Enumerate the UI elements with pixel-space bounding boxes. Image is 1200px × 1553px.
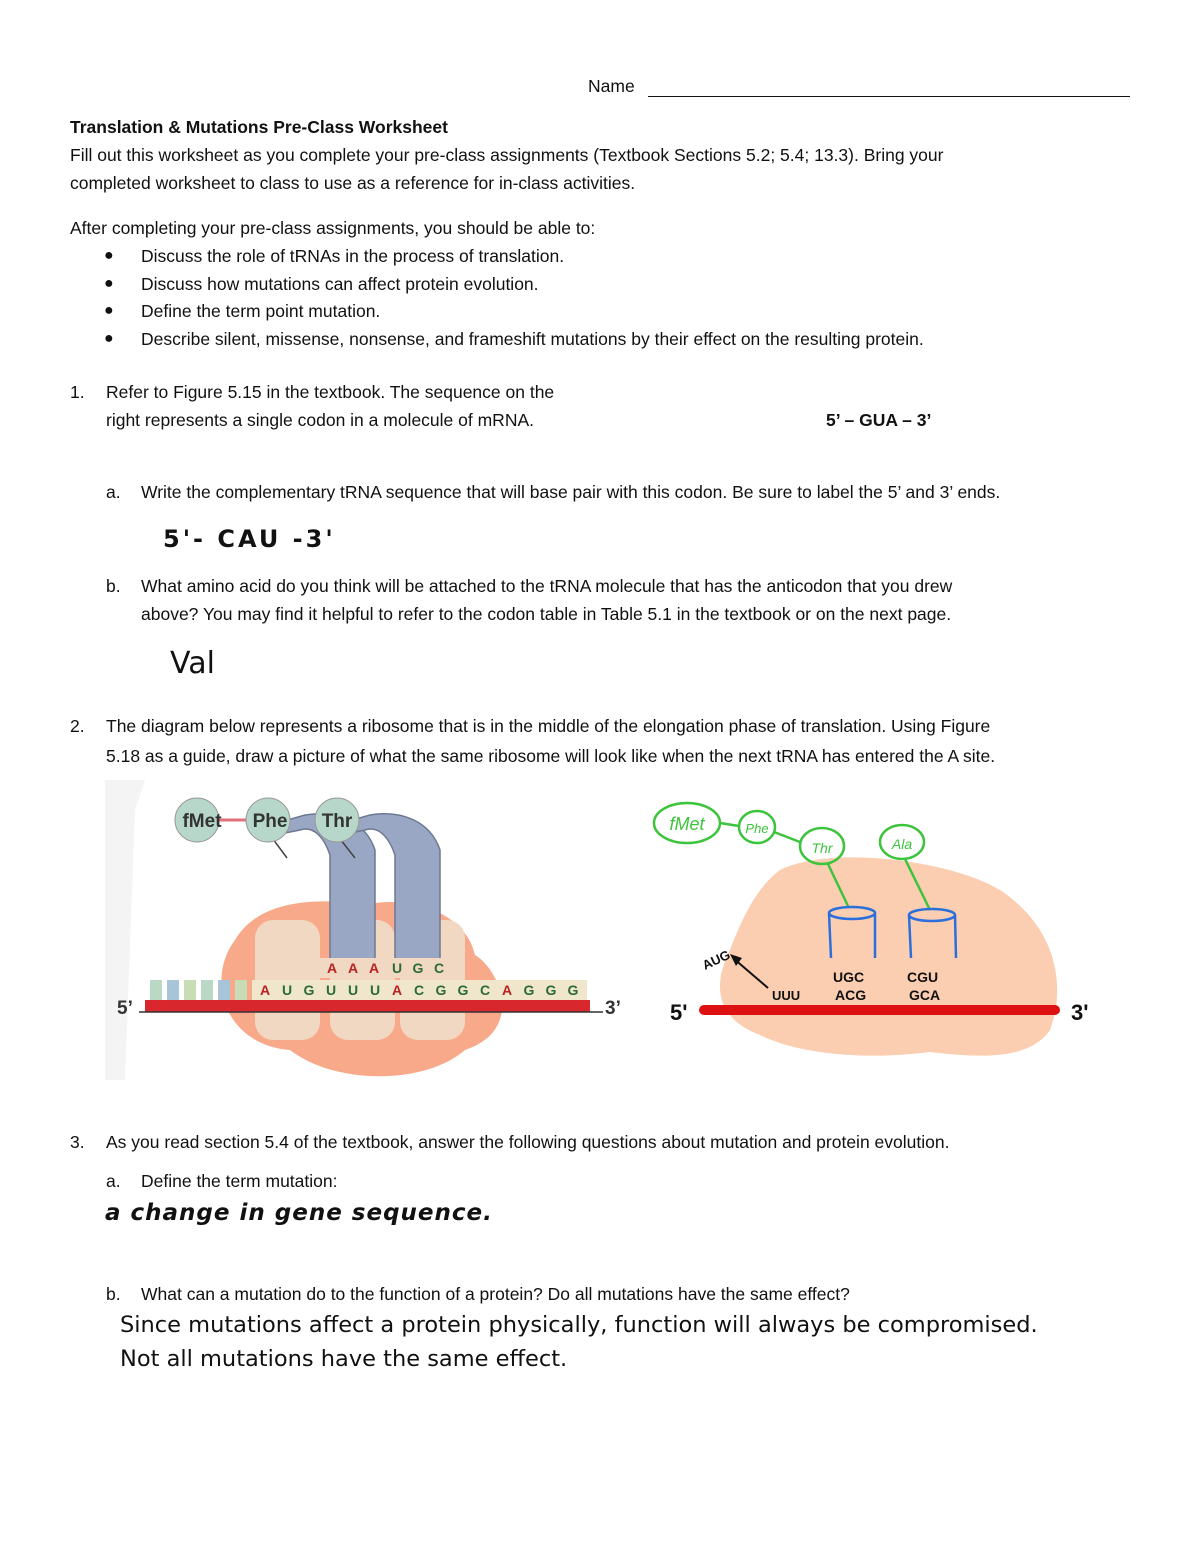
mrna-base: G <box>567 982 579 998</box>
page-title: Translation & Mutations Pre-Class Worksheet <box>70 117 448 137</box>
mrna-base: U <box>369 982 381 998</box>
q3a-answer[interactable]: a change in gene sequence. <box>105 1200 493 1226</box>
drawn-codon-tag: UUU <box>772 988 801 1003</box>
mrna-base: G <box>303 982 315 998</box>
mrna-base: U <box>347 982 359 998</box>
q2-line-1: The diagram below represents a ribosome that is in the middle of the elongation phase of translation. Using Figure <box>106 716 991 736</box>
drawn-aa-label: Thr <box>811 840 833 856</box>
mrna-tile <box>184 980 196 1000</box>
q3b-answer-line-1[interactable]: Since mutations affect a protein physically, function will always be compromised. <box>120 1312 1038 1338</box>
objective-item: Discuss the role of tRNAs in the process of translation. <box>141 246 565 266</box>
drawn-5-end: 5' <box>670 1000 688 1025</box>
mrna-base: C <box>479 982 491 998</box>
drawn-codon-tag: ACG <box>835 987 867 1003</box>
mrna-tile <box>235 980 247 1000</box>
q1-number: 1. <box>70 382 85 402</box>
q1-line-2: right represents a single codon in a molecule of mRNA. <box>106 410 534 430</box>
q1a-label: a. <box>106 482 121 502</box>
bullet-icon: ● <box>104 302 114 319</box>
mrna-base: A <box>501 982 513 998</box>
anticodon-row <box>320 958 450 978</box>
q3-number: 3. <box>70 1132 85 1152</box>
q1-line-1: Refer to Figure 5.15 in the textbook. The sequence on the <box>106 382 555 402</box>
anticodon-base: G <box>412 960 424 976</box>
intro-line-1: Fill out this worksheet as you complete your pre-class assignments (Textbook Sections 5.2; 5.4; 13.3). Bring your <box>70 145 944 165</box>
drawn-codon-tag: GCA <box>909 987 941 1003</box>
objective-item: Describe silent, missense, nonsense, and frameshift mutations by their effect on the resulting protein. <box>141 329 924 349</box>
mrna-tiles <box>150 980 587 1000</box>
anticodon-base: C <box>433 960 445 976</box>
objective-item: Define the term point mutation. <box>141 301 381 321</box>
q1-codon: 5’ – GUA – 3’ <box>826 410 932 430</box>
mrna-tile <box>167 980 179 1000</box>
q3b-answer-line-2[interactable]: Not all mutations have the same effect. <box>120 1346 568 1372</box>
released-codon-label: AUG <box>699 946 733 973</box>
q1b-label: b. <box>106 576 121 596</box>
ribosome-figure <box>105 780 645 1080</box>
aa-label: Thr <box>321 811 353 832</box>
drawn-ribosome <box>720 857 1057 1055</box>
anticodon-base: A <box>326 960 338 976</box>
drawn-codon-tag: UGC <box>833 969 865 985</box>
mrna-base: G <box>457 982 469 998</box>
name-input-line[interactable] <box>648 96 1130 97</box>
bullet-icon: ● <box>104 275 114 292</box>
q1b-line-1: What amino acid do you think will be attached to the tRNA molecule that has the anticodon that you drew <box>141 576 953 596</box>
drawn-aa-label: Phe <box>745 821 769 836</box>
mrna-base: G <box>435 982 447 998</box>
q1a-answer[interactable]: 5'- CAU -3' <box>163 525 336 553</box>
q3b-question: What can a mutation do to the function of a protein? Do all mutations have the same effect? <box>141 1284 850 1304</box>
drawn-aa-label: fMet <box>669 814 705 834</box>
mrna-base: G <box>523 982 535 998</box>
bullet-icon: ● <box>104 247 114 264</box>
q1b-line-2: above? You may find it helpful to refer to the codon table in Table 5.1 in the textbook or on the next page. <box>141 604 952 624</box>
mrna-3-end: 3’ <box>605 998 621 1019</box>
anticodon-base: U <box>391 960 403 976</box>
drawn-3-end: 3' <box>1071 1000 1089 1025</box>
objectives-lead: After completing your pre-class assignments, you should be able to: <box>70 218 596 238</box>
q3b-label: b. <box>106 1284 121 1304</box>
mrna-strand <box>145 1000 590 1012</box>
mrna-base: U <box>325 982 337 998</box>
figure-shade <box>105 780 145 1080</box>
q2-number: 2. <box>70 716 85 736</box>
drawn-aa-label: Ala <box>891 836 913 852</box>
anticodon-base: A <box>347 960 359 976</box>
aa-label: Phe <box>252 811 288 832</box>
q3a-question: Define the term mutation: <box>141 1171 338 1191</box>
mrna-tile <box>201 980 213 1000</box>
anticodon-bg <box>320 958 450 978</box>
drawn-trna-side <box>955 915 956 958</box>
student-drawing[interactable] <box>650 790 1100 1070</box>
mrna-base: C <box>413 982 425 998</box>
mrna-sequence <box>260 982 579 998</box>
mrna-tile <box>150 980 162 1000</box>
aa-label: fMet <box>182 811 222 832</box>
q1b-answer[interactable]: Val <box>170 646 215 681</box>
mrna-5-end: 5’ <box>117 998 133 1019</box>
intro-line-2: completed worksheet to class to use as a reference for in-class activities. <box>70 173 636 193</box>
mrna-tile <box>218 980 230 1000</box>
mrna-base: G <box>545 982 557 998</box>
drawn-bond <box>720 823 739 826</box>
mrna-base: U <box>281 982 293 998</box>
q1a-question: Write the complementary tRNA sequence that will base pair with this codon. Be sure to label the 5’ and 3’ ends. <box>141 482 1001 502</box>
q3a-label: a. <box>106 1171 121 1191</box>
name-label: Name <box>588 76 635 96</box>
anticodon-base: A <box>368 960 380 976</box>
q3-question: As you read section 5.4 of the textbook, answer the following questions about mutation and protein evolution. <box>106 1132 950 1152</box>
mrna-base: A <box>259 982 271 998</box>
objective-item: Discuss how mutations can affect protein evolution. <box>141 274 539 294</box>
drawn-bond <box>774 832 800 842</box>
q2-line-2: 5.18 as a guide, draw a picture of what the same ribosome will look like when the next tRNA has entered the A site. <box>106 746 996 766</box>
mrna-base: A <box>391 982 403 998</box>
bullet-icon: ● <box>104 330 114 347</box>
drawn-codon-tag: CGU <box>907 969 939 985</box>
